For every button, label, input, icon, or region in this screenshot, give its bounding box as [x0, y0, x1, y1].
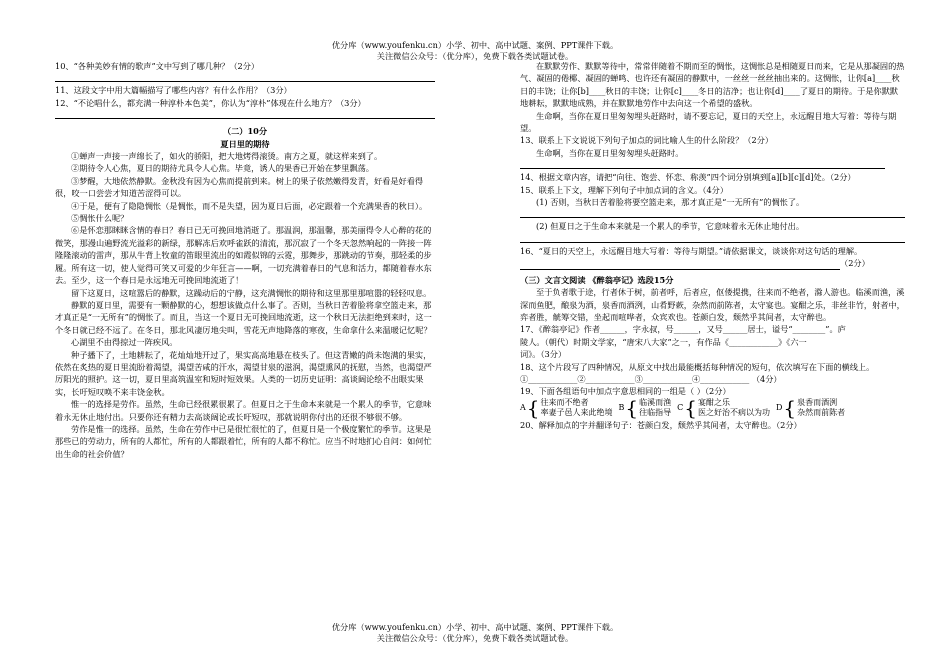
right-column	[520, 60, 905, 431]
paragraph: 劳作是惟一的选择。虽然，生命在劳作中已是很忙很忙的了，但夏日是一个极度繁忙的季节。这果是那些已的劳动力，所有的人都忙，所有的人都跟着忙，所有的人都不称忙。应当不时地扪心自问：如何忙出生命的社会价值？	[55, 423, 432, 459]
paragraph: ⑥是怀恋那眯眯含情的春日？春日已无可挽回地消逝了。那温润，那温馨，那美丽得令人心醉的花的微笑，那漫山遍野流光溢彩的新绿，那解冻后欢呼雀跃的清流，那沉寂了一个冬天忽然响起的一阵接一阵隆隆滚动的雷声，那从牛背上牧童的笛眼里流出的如霞似锦的云霓，那舞步，那跳动的节奏，那轻柔的步履。所有这一切，使人觉得可笑又可爱的少年狂言——啊，一切充满着春日的气息和活力，都随着春水东去。至少，这一个春日是永远地无可挽回地流逝了！	[55, 225, 432, 286]
question-11: 11、这段文字中用大篇幅描写了哪些内容？有什么作用？（3分）	[55, 85, 292, 96]
page-header	[0, 40, 950, 62]
question-17-cont: 陵人。（朝代）时期文学家，“唐宋八大家”之一，有作品《____________》《六一	[520, 336, 807, 347]
option-c[interactable]: C { 宴酣之乐 医之好治不病以为功	[677, 396, 770, 421]
question-15: 15、联系上下文，理解下列句子中加点词的含义。（4分）	[520, 184, 729, 195]
paragraph: ①蝉声一声接一声绵长了，如火的骄阳，把大地烤得滚烫。南方之夏，就这样来到了。	[71, 151, 383, 162]
section-title: （二）10分	[222, 126, 268, 137]
question-19-options	[520, 398, 905, 419]
option-a[interactable]: A { 往来而不绝者 率妻子邑人来此绝境	[520, 396, 613, 421]
question-19: 19、下面各组语句中加点字意思相同的一组是（ ）（2分）	[520, 386, 731, 397]
question-13: 13、联系上下文说说下列句子加点的词比喻人生的什么阶段？（2分）	[520, 135, 774, 146]
paragraph: 惟一的选择是劳作。虽然，生命已经很累很累了。但夏日之于生命本来就是一个累人的季节，它意味着永无休止地付出。只要你还有精力去高谈阔论或长吁短叹，那就说明你付出的还很不够很不够。	[55, 399, 432, 422]
question-15-2: (2) 但夏日之于生命本来就是一个累人的季节，它意味着永无休止地付出。	[536, 221, 805, 232]
answer-line[interactable]	[520, 260, 840, 270]
essay-title: 夏日里的期待	[220, 138, 270, 149]
answer-line[interactable]	[55, 109, 435, 119]
question-10: 10、“各种美妙有情的歌声”文中写到了哪几种？（2分）	[55, 61, 260, 71]
classical-text: 至于负者歌于途，行者休于树，前者呼，后者应，伛偻提携，往来而不绝者，滁人游也。临溪而渔，溪深而鱼肥，酿泉为酒，泉香而酒洌，山肴野蔌，杂然而前陈者，太守宴也。宴酣之乐，非丝非竹，射者中，弈者胜，觥筹交错，坐起而喧哗者，众宾欢也。苍颜白发，颓然乎其间者，太守醉也。	[520, 287, 905, 322]
left-column	[55, 60, 435, 460]
question-12: 12、“不论唱什么，都充满一种淳朴本色美”，你认为“淳朴”体现在什么地方？（3分）	[55, 97, 366, 108]
section-3-title: （三）文言文阅读 《醉翁亭记》选段15分	[520, 274, 674, 285]
question-14: 14、根据文章内容，请把“向往、饱尝、怀恋、称羡”四个词分别填到[a][b][c][d]处。（2分）	[520, 172, 856, 183]
question-18: 18、这个片段写了四种情况，从原文中找出最能概括每种情况的短句，依次填写在下面的横线上。	[520, 361, 875, 372]
paragraph: 留下这夏日，这喧嚣后的静默，这躁动后的宁静，这充满惆怅的期待和这里那里那喧嚣的轻轻叹息。	[71, 287, 432, 298]
paragraph: ④于是，便有了隐隐惆怅（是惆怅，而不是失望，因为夏日后面，必定跟着一个充满果香的秋日）。	[71, 200, 428, 211]
question-17: 17、《醉翁亭记》作者______，字永叔，号______，又号______居士，谥号“________”。庐	[520, 324, 846, 335]
question-16: 16、“夏日的天空上，永远醒目地大写着：等待与期望。”请依据课文，谈谈你对这句话的理解。	[520, 245, 863, 256]
quote: 生命啊，当你在夏日里匆匆埋头赶路时。	[536, 147, 684, 158]
question-15-1: (1) 否则，当秋日苦着脸将要空篮走来，那才真正是“一无所有”的惆怅了。	[536, 197, 805, 208]
question-18-blanks[interactable]: ①____________②____________③____________④____________ （4分）	[520, 373, 782, 384]
paragraph: 生命啊，当你在夏日里匆匆埋头赶路时，请不要忘记，夏日的天空上，永远醒目地大写着：等待与期望。	[520, 110, 897, 134]
paragraph: ②期待令人心焦，夏日的期待尤具令人心焦。毕竟，诱人的果香已开始在梦里飘荡。	[71, 163, 374, 174]
option-d[interactable]: D { 泉香而酒洌 杂然而前陈者	[776, 396, 846, 421]
paragraph: 静默的夏日里，需要有一颗静默的心，想想该做点什么事了。否则，当秋日苦着脸将拿空篮走来，那才真正是“一无所有”的惆怅了。而且，当这一个夏日无可挽回地流逝，这一个秋日无法拒绝到来时，这一个冬日就已经不远了。在冬日，那北风凄厉地尖叫，雪花无声地降落的寒夜，生命拿什么来温暖记忆呢？	[55, 299, 432, 335]
answer-line[interactable]	[520, 208, 905, 218]
header-line-2: 关注微信公众号：（优分库），免费下载各类试题试卷。	[376, 51, 574, 61]
answer-line[interactable]	[520, 159, 885, 169]
header-line-1: 优分库（www.youfenku.cn）小学、初中、高中试题、案例、PPT课件下载。	[331, 40, 619, 50]
paragraph: ③梦醒，大地依然静默。金秋没有因为心焦而提前到来。树上的果子依然嫩得发青，好看是好看得很，咬一口尝尝才知道苦涩得可以。	[55, 175, 424, 199]
option-b[interactable]: B { 临溪而渔 往临指导	[618, 396, 672, 421]
paragraph: 在默默劳作、默默等待中，常常伴随着不期而至的惆怅，这惆怅总是相随夏日而来，它是从那凝固的热气、凝固的倦椰、凝固的蝉鸣、也许还有凝固的静默中，一丝丝一丝丝抽出来的。这惆怅，让你[a]____秋日的丰饶；让你[b]____秋日的丰饶；让你[c]____冬日的洁净；也让你[d]____了夏日的期待。于是你默默地耕耘，默默地成熟，并在默默地劳作中去向这一个希望的盛秋。	[520, 61, 905, 109]
paragraph: 心湖里不由得掠过一阵疾风。	[71, 337, 178, 348]
footer-line-2: 关注微信公众号：（优分库），免费下载各类试题试卷。	[376, 633, 574, 643]
question-17-cont: 词》。（3分）	[520, 349, 567, 360]
answer-line[interactable]	[520, 233, 905, 243]
answer-line[interactable]	[55, 72, 435, 82]
question-16-score: （2分）	[520, 257, 905, 269]
paragraph: ⑤惆怅什么呢？	[71, 213, 129, 224]
page-footer	[0, 622, 950, 644]
paragraph: 种子播下了，土地耕耘了，花灿灿地开过了，果实高高地悬在枝头了。但这青嫩的尚未饱满的果实，依然在炙热的夏日里流盼着渴望，渴望苦咸的汗水，渴望甘泉的滋润，渴望熏风的抚慰，当然，也渴望严厉阳光的照护。这一切，夏日里高筑温室和短时短效果。人类的一切历史证明：高谈阔论绘不出眼实果实，长吁短叹唤不来丰饶金秋。	[55, 349, 432, 397]
question-20: 20、解释加点的字并翻译句子：苍颜白发，颓然乎其间者，太守醉也。（2分）	[520, 419, 802, 430]
footer-line-1: 优分库（www.youfenku.cn）小学、初中、高中试题、案例、PPT课件下载。	[331, 622, 619, 632]
